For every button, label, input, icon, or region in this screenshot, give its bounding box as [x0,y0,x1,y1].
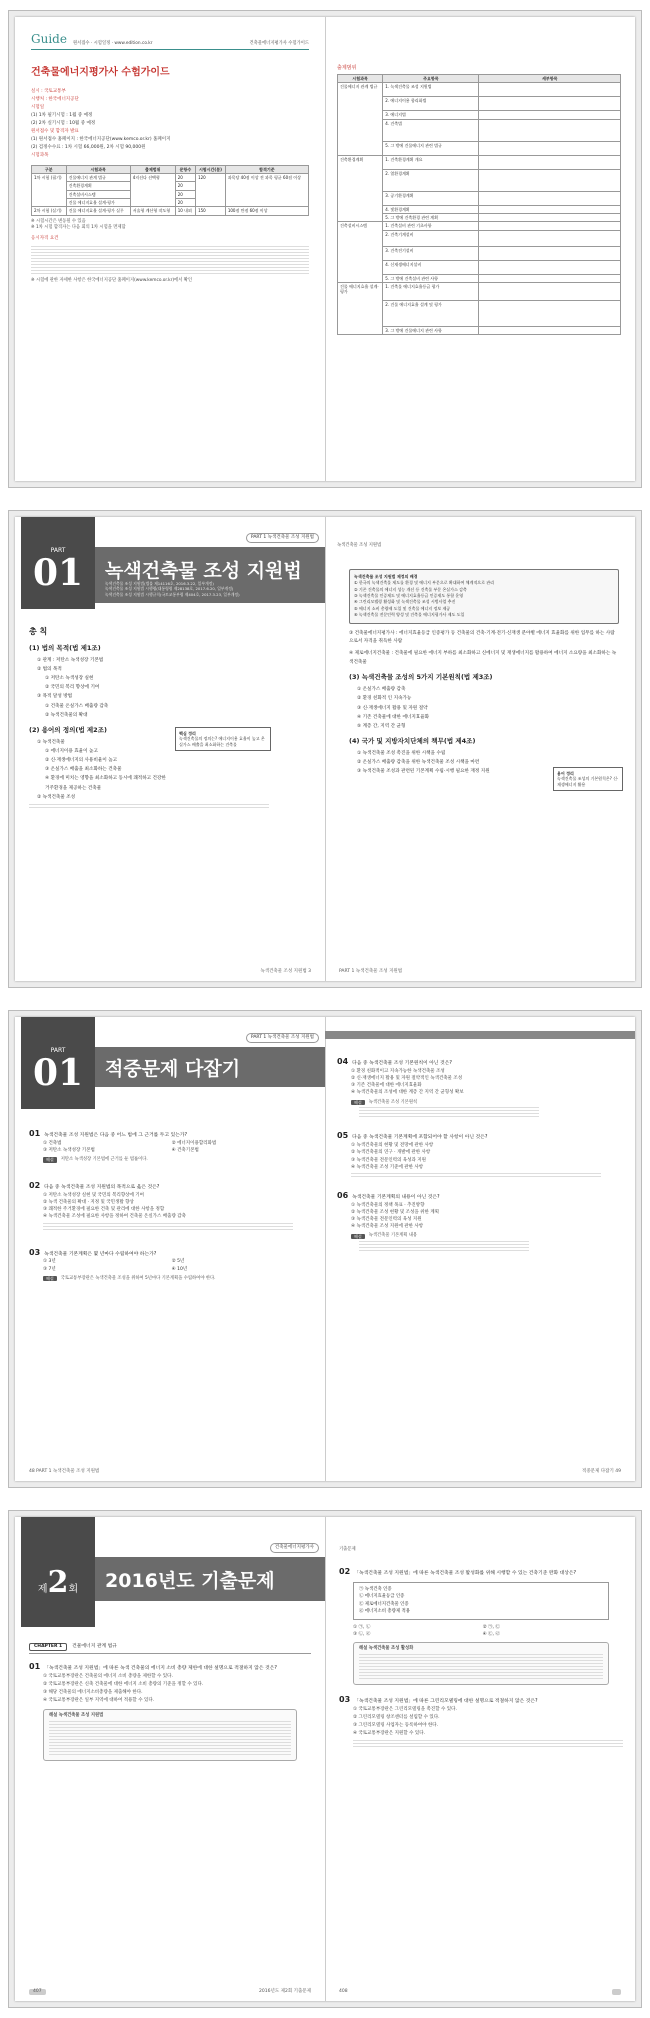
explanation: 해설 녹색건축물 조성 지원법 [49,1713,104,1719]
breadcrumb: PART 1 녹색건축물 조성 지원법 [246,533,319,543]
question [29,1662,311,1761]
option: ㉠ 녹색건축 인증 [359,1586,392,1592]
exam-banner [95,1545,325,1601]
table-cell: 20 [175,199,195,207]
summary-box [349,569,619,624]
question [339,1695,623,1747]
guide-footnote: ※ 시험에 관한 자세한 사항은 한국에너지공단 홈페이지(www.kemco.or.kr)에서 확인 [31,277,193,283]
option[interactable]: ③ ㉡, ㉣ [353,1631,371,1637]
round-badge [21,1517,95,1627]
question-text: 「녹색건축물 조성 지원법」에 따른 녹색 건축물의 에너지 소비 총량 제한에 대한 설명으로 적절하지 않은 것은? [44,1666,277,1672]
list-item: ④ 환경에 미치는 영향을 최소화하고 동시에 쾌적하고 건강한 거주환경을 제공하는 건축물 [45,776,166,791]
tip-title: 핵심 정리 [179,731,196,736]
chapter-banner [95,1035,325,1087]
part-badge [21,1017,95,1109]
table-cell: 2. 에너지이용 합리화법 [383,97,479,111]
list-item: ② 온실가스 배출량 감축을 위한 녹색건축물 조성 시책을 마련 [357,760,480,766]
scope-header: 세부항목 [479,74,621,82]
table-cell: 건축설비시스템 [338,222,383,283]
guide-bullet: 시험과목 [31,153,49,159]
page-number: 407 [29,1989,46,1995]
page-footer: 녹색건축물 조성 지원법 3 [260,968,311,974]
list-item: ③ 신·재생에너지 활용 및 자원 절약 [357,705,428,711]
table-cell: 20 [175,190,195,198]
table-cell: 3. 그 밖에 건물에너지 관련 사항 [383,327,479,335]
scope-title: 출제범위 [337,65,357,71]
exam-table-header: 구분 [32,165,67,173]
section-heading: (1) 법의 목적(법 제1조) [29,643,101,652]
list-item: ⑤ 계층 간, 지역 간 균형 [357,723,406,729]
guide-tab: Guide [31,32,67,46]
table-cell: 5. 그 밖에 건축환경 관련 계획 [383,213,479,221]
option[interactable]: ② 녹색 건축물의 확대 · 지정 및 국민생활 향상 [43,1199,134,1205]
option: ㉢ 제로에너지건축물 인증 [359,1601,409,1607]
round-suffix: 회 [68,1584,79,1595]
table-row [338,283,621,301]
guide-bullet: (2) 2차 실기시험 : 10월 중 예정 [31,121,96,127]
table-cell: 20 [175,182,195,190]
list-item: ② 국민의 복리 향상에 기여 [45,685,100,691]
option: ㉣ 에너지소비 총량제 적용 [359,1609,410,1615]
definition-text: ④ 제로에너지건축물 : 건축물에 필요한 에너지 부하를 최소화하고 신에너지 및 재생에너지를 활용하여 에너지 소요량을 최소화하는 녹색건축물 [349,650,617,665]
guide-title: 건축물에너지평가사 수험가이드 [31,67,170,79]
round-number: 2 [47,1565,69,1600]
guide-note: ※ 1차 시험 합격자는 다음 회의 1차 시험을 면제함 [31,224,126,230]
scope-header: 주요항목 [383,74,479,82]
page-footer: PART 1 녹색건축물 조성 지원법 [339,968,403,974]
option[interactable]: ① 국토교통부장관은 그린리모델링을 촉진할 수 있다. [353,1706,457,1712]
part-badge [21,517,95,609]
table-cell: 3. 건축전기설비 [383,246,479,260]
question-number: 03 [29,1247,41,1257]
option[interactable]: ① 녹색건축물의 정책 목표 · 추진방향 [351,1202,425,1208]
question [29,1129,311,1163]
section-heading: (2) 용어의 정의(법 제2조) [29,725,107,734]
guide-bullet: (2) 검정수수료 : 1차 시험 66,000원, 2차 시험 90,000원 [31,145,146,151]
option[interactable]: ① 국토교통부장관은 건축물의 에너지 소비 총량을 제한할 수 있다. [43,1673,173,1679]
section-heading: (4) 국가 및 지방자치단체의 책무(법 제4조) [349,737,476,746]
list-item: ③ 온실가스 배출을 최소화하는 건축물 [45,767,122,773]
definition-text: ③ 건축물에너지평가사 : 에너지효율등급 인증평가 등 건축물의 건축·기계·전기·신재생 분야별 에너지 효율화를 위한 업무를 하는 사람으로서 자격을 취득한 사람 [349,630,615,645]
option[interactable]: ① 녹색건축물의 현황 및 전망에 관한 사항 [351,1143,434,1149]
table-cell: 120 [196,173,226,207]
answer-label: 해설 [351,1234,365,1239]
part-label: PART [50,1047,66,1054]
option[interactable]: ② 그린리모델링 창조센터를 설립할 수 있다. [353,1714,440,1720]
list-item: ① 저탄소 녹색성장 실현 [45,675,94,681]
chapter-title: 녹색건축물 조성 지원법 [105,560,302,582]
exam-table-header: 합격기준 [225,165,308,173]
option[interactable]: ④ 건축기본법 [171,1147,199,1153]
chapter-title: 적중문제 다잡기 [105,1058,241,1080]
table-cell: 1. 건축설비 관련 기초사항 [383,222,479,230]
chapter-left-page [15,517,325,981]
guide-header-right: 건축물에너지평가사 수험가이드 [249,41,309,47]
option[interactable]: ③ 쾌적한 주거환경에 필요한 건축 및 관리에 대한 사항을 정함 [43,1207,165,1213]
explanation-box [43,1709,297,1761]
table-cell: 4. 빛환경계획 [383,205,479,213]
question [337,1131,623,1177]
page-footer-tag [612,1989,621,1995]
page-footer: 적중문제 다잡기 49 [581,1468,621,1474]
option[interactable]: ③ 7년 [43,1266,56,1272]
option[interactable]: ① 3년 [43,1259,56,1265]
table-cell: 건축환경계획 [338,155,383,222]
explanation: 국토교통부장관은 녹색건축물 조성을 위하여 5년마다 기본계획을 수립하여야 한다. [60,1275,216,1281]
table-cell: 2. 건물 에너지효율 설계 및 평가 [383,301,479,327]
explanation: 녹색건축물 조성 기본원칙 [368,1099,418,1105]
option[interactable]: ④ 국토교통부장관은 일부 지역에 대하여 적용할 수 있다. [43,1698,155,1704]
list-item: ③ 녹색건축물 조성과 관련된 기본계획 수립·시행 필요한 재정 지원 [357,769,490,775]
table-cell: 1. 녹색건축물 조성 지원법 [383,83,479,97]
table-row [338,222,621,230]
tip-body: 녹색건축물의 정의는? 에너지이용 효율이 높고 온실가스 배출을 최소화하는 건축물 [179,736,265,747]
section-chapter: 총 칙 [29,627,48,636]
table-cell: 건물 에너지효율 설계·평가 실무 [66,207,130,215]
guide-header-left: 원서접수 · 시험일정 · www.edition.co.kr [72,41,153,47]
tip-title: 용어 정리 [557,771,574,776]
question-number: 04 [337,1057,349,1066]
exam-table [31,165,309,216]
question-text: 「녹색건축물 조성 지원법」에 따른 그린리모델링에 대한 설명으로 적절하지 않은 것은? [354,1698,538,1704]
option: ㉡ 에너지효율등급 인증 [359,1594,405,1600]
running-head: 녹색건축물 조성 지원법 [337,543,382,548]
chapter-tag: CHAPTER 1 [29,1643,67,1651]
option[interactable]: ② 국토교통부장관은 신축 건축물에 대한 에너지 소비 총량의 기준을 정할 수 있다. [43,1681,204,1687]
question-text: 다음 중 녹색건축물 기본계획에 포함되어야 할 사항이 아닌 것은? [352,1135,488,1141]
page-number: 408 [339,1988,348,1994]
exam-table-header: 시험과목 [66,165,130,173]
option[interactable]: ④ 10년 [171,1266,188,1272]
explanation: 녹색건축물 기본계획 내용 [368,1233,418,1239]
summary-line: ① 한국의 녹색건축물 제도를 환경 및 에너지 부문으로 확대하여 체계적으로 관리 [354,580,494,586]
question [337,1191,623,1251]
option[interactable]: ② 신·재생에너지 활용 및 자원 절약적인 녹색건축물 조성 [351,1075,463,1081]
table-cell: 4. 신재생에너지설비 [383,260,479,274]
list-item: ④ 기존 건축물에 대한 에너지효율화 [357,714,430,720]
table-cell: 1. 건축물 에너지효율등급 평가 [383,283,479,301]
question-number: 01 [29,1129,41,1138]
answer-label: 해설 [43,1276,57,1281]
option[interactable]: ④ 녹색건축물의 조성에 대한 계층 간 지역 간 균형성 확보 [351,1090,464,1096]
table-cell: 4. 건축법 [383,119,479,141]
running-head: 기출문제 [339,1547,356,1552]
summary-line: ③ 녹색건축물 인증제도 및 에너지효율등급 인증제도 통합 운영 [354,592,464,598]
question-number: 02 [29,1180,41,1190]
question-number: 03 [339,1694,351,1704]
question-text: 녹색건축물 기본계획은 몇 년마다 수립하여야 하는가? [44,1251,157,1257]
question [29,1181,311,1230]
option[interactable]: ① ㉠, ㉡ [353,1624,371,1630]
table-cell: 100점 만점 60점 이상 [225,207,308,215]
guide-bullet: 시험일 [31,104,45,110]
law-meta: 녹색건축물 조성 지원법 시행규칙(국토교통부령 제404호, 2017.3.23, 일부개정) [105,591,240,597]
exam-table-header: 시험시간(분) [196,165,226,173]
list-item: ① 온실가스 배출량 감축 [357,687,406,693]
table-cell: 1차 시험 (필기) [32,173,67,207]
option[interactable]: ③ 기존 건축물에 대한 에너지효율화 [351,1083,422,1089]
exam-table-header: 문항수 [175,165,195,173]
table-cell: 건물에너지 관계 법규 [338,83,383,155]
tip-box [175,727,271,751]
list-item: ① 녹색건축물 조성 촉진을 위한 시책을 수립 [357,750,446,756]
summary-line: ② 기존 건축물의 에너지 성능 개선 등 건축물 부문 온실가스 감축 [354,586,467,592]
guide-bullet: (1) 1차 필기시험 : 1월 중 예정 [31,112,93,118]
exam-table-header: 출제범위 [130,165,175,173]
table-row [32,173,309,181]
round-prefix: 제 [37,1584,48,1595]
page-spread-4 [8,1510,642,2008]
table-cell: 10 내외 [175,207,195,215]
summary-line: ⑥ 녹색건축물 전문인력 양성 및 건축물 에너지평가사 제도 도입 [354,612,465,618]
page-spread-3 [8,1010,642,1488]
guide-bullet: 실시 : 국토교통부 [31,88,66,94]
table-cell: 150 [196,207,226,215]
option[interactable]: ③ 그린리모델링 사업자는 등록하여야 한다. [353,1722,439,1728]
option[interactable]: ② 녹색건축물의 연구 · 개발에 관한 사항 [351,1150,431,1156]
question-number: 02 [339,1566,351,1576]
list-item: ② 법의 목적 [37,666,62,672]
question [337,1057,623,1117]
option[interactable]: ③ 녹색건축물 전문인력의 육성과 지원 [351,1157,426,1163]
summary-line: ④ 그린리모델링 활성화 및 녹색건축물 조성 시범사업 추진 [354,599,456,605]
quiz-left-page [15,1017,325,1481]
question-number: 05 [337,1131,349,1141]
page-footer: 48 PART 1 녹색건축물 조성 지원법 [29,1468,100,1474]
question-text: 녹색건축물 조성 지원법은 다음 중 어느 법에 그 근거를 두고 있는가? [44,1133,188,1138]
guide-bullet: 시행처 : 한국에너지공단 [31,96,79,102]
explanation: 저탄소 녹색성장 기본법에 근거를 둔 법률이다. [60,1157,148,1163]
option[interactable]: ② 5년 [171,1259,185,1265]
tip-body: 녹색건축물 조성의 기본원칙은? 신·재생에너지 활용 [557,776,619,787]
chapter-right-page [325,517,635,981]
option[interactable]: ③ 녹색건축물 전문인력의 육성 지원 [351,1217,422,1223]
question-text: 「녹색건축물 조성 지원법」에 따른 녹색건축물 조성 활성화를 위해 시행할 수 있는 건축기준 완화 대상은? [354,1570,577,1576]
list-item: ② 녹색건축물의 확대 [45,712,88,718]
table-cell: 서술형 계산형 작도형 [130,207,175,215]
table-cell: 과목당 40점 이상 전 과목 평균 60점 이상 [225,173,308,207]
answer-label: 해설 [43,1157,57,1162]
list-item: ② 신·재생에너지의 사용비율이 높고 [45,758,118,764]
part-number: 01 [32,1052,84,1095]
option[interactable]: ④ 국토교통부장관은 지원할 수 있다. [353,1730,426,1736]
option[interactable]: ④ 녹색건축물 조성 지원에 관한 사항 [351,1224,424,1230]
question-number: 06 [337,1190,349,1200]
chapter-banner [95,535,325,603]
option[interactable]: ④ ㉢, ㉣ [482,1631,500,1637]
option[interactable]: ③ 해당 건축물의 에너지소비총량을 제출해야 한다. [43,1690,143,1696]
option[interactable]: ① 저탄소 녹색성장 실현 및 국민의 복리향상에 기여 [43,1192,144,1198]
chapter-title: 건물에너지 관계 법규 [72,1643,117,1649]
exam-title: 2016년도 기출문제 [105,1570,275,1592]
breadcrumb: PART 1 녹색건축물 조성 지원법 [246,1033,319,1043]
list-item: ① 에너지이용 효율이 높고 [45,748,98,754]
table-cell: 20 [175,173,195,181]
table-cell: 5. 그 밖에 건물에너지 관련 법규 [383,141,479,155]
table-cell: 5. 그 밖에 건축설비 관련 사항 [383,274,479,282]
list-item: ② 환경 친화적 인 지속가능 [357,696,412,702]
page-spread-1 [8,10,642,488]
qualification-title: 응시자격 요건 [31,236,59,242]
question-text: 다음 중 녹색건축물 조성 지원법의 목적으로 옳은 것은? [44,1184,160,1190]
explanation-box [353,1642,609,1685]
guide-left-page [15,17,325,481]
table-cell: 건축설비시스템 [66,190,130,198]
law-meta: 녹색건축물 조성 지원법(법률 제14116호, 2016.3.22, 일부개정) [105,581,214,586]
page-spread-2 [8,510,642,988]
table-row [32,207,309,215]
table-cell: 2차 시험 (실기) [32,207,67,215]
table-cell: 건물 에너지효율 설계·평가 [338,283,383,335]
table-cell: 건물에너지 관계 법규 [66,173,130,181]
question-number: 01 [29,1662,41,1672]
option[interactable]: ④ 녹색건축물 조성 기준에 관한 사항 [351,1164,424,1170]
list-item: ① 건축물 온실가스 배출량 감축 [45,703,109,709]
guide-bullet: 원서접수 및 합격자 발표 [31,129,79,135]
page-footer: 2016년도 제2회 기출문제 [259,1988,311,1994]
choice-box [353,1582,609,1620]
question [29,1248,311,1282]
question-text: 다음 중 녹색건축물 조성 기본원칙이 아닌 것은? [352,1061,452,1066]
part-label: PART [50,547,66,554]
table-cell: 건축환경계획 [66,182,130,190]
table-cell: 건물 에너지효율 설계·평가 [66,199,130,207]
table-cell: 1. 건축환경계획 개요 [383,155,479,169]
scope-header: 시험과목 [338,74,383,82]
part-number: 01 [32,552,84,595]
scope-right-page [325,17,635,481]
quiz-right-page [325,1017,635,1481]
list-item: ① 녹색건축물 [37,739,65,745]
tip-box [553,767,623,791]
law-meta: 녹색건축물 조성 지원법 시행령(대통령령 제28138호, 2017.6.20, 일부개정) [105,586,234,592]
option[interactable]: ④ 녹색건축물 조성에 필요한 사항을 정하여 건축물 온실가스 배출량 감축 [43,1214,186,1220]
table-cell: 2. 열환경계획 [383,169,479,191]
list-item: ③ 목적 달성 방법 [37,694,73,700]
question-text: 녹색건축물 기본계획의 내용이 아닌 것은? [352,1194,440,1200]
option[interactable]: ② 녹색건축물 조성 현황 및 조성을 위한 계획 [351,1209,439,1215]
table-cell: 3. 에너지법 [383,111,479,119]
summary-line: ⑤ 에너지 소비 총량제 도입 및 건축물 에너지 정보 제공 [354,605,451,611]
guide-note: ※ 시험시간은 변동될 수 있음 [31,218,86,224]
table-row [338,155,621,169]
exam-left-page [15,1517,325,2001]
option[interactable]: ② 에너지이용합리화법 [171,1140,217,1146]
section-heading: (3) 녹색건축물 조성의 5가지 기본원칙(법 제3조) [349,673,493,682]
option[interactable]: ① 건축법 [43,1140,62,1146]
option[interactable]: ③ 저탄소 녹색성장 기본법 [43,1147,95,1153]
table-cell: 3. 공기환경계획 [383,191,479,205]
option[interactable]: ② ㉠, ㉢ [482,1624,500,1630]
option[interactable]: ① 환경 친화적이고 지속가능한 녹색건축물 조성 [351,1068,445,1074]
list-item: ② 녹색건축물 조성 [37,794,76,800]
summary-title: 녹색건축물 조성 지원법 제정의 배경 [354,573,418,579]
exam-right-page [325,1517,635,2001]
scope-table [337,74,621,336]
breadcrumb: 건축물에너지평가사 [270,1543,319,1553]
list-item: ① 관계 : 저탄소 녹색성장 기본법 [37,657,104,663]
table-cell: 4지선다 선택형 [130,173,175,207]
answer-label: 해설 [351,1100,365,1105]
table-row [338,83,621,97]
guide-bullet: (1) 원서접수 홈페이지 : 한국에너지공단(www.kemco.or.kr) 홈페이지 [31,137,171,143]
explanation: 해설 녹색건축물 조성 활성화 [359,1645,414,1651]
question [339,1567,623,1685]
table-cell: 2. 건축기계설비 [383,230,479,246]
